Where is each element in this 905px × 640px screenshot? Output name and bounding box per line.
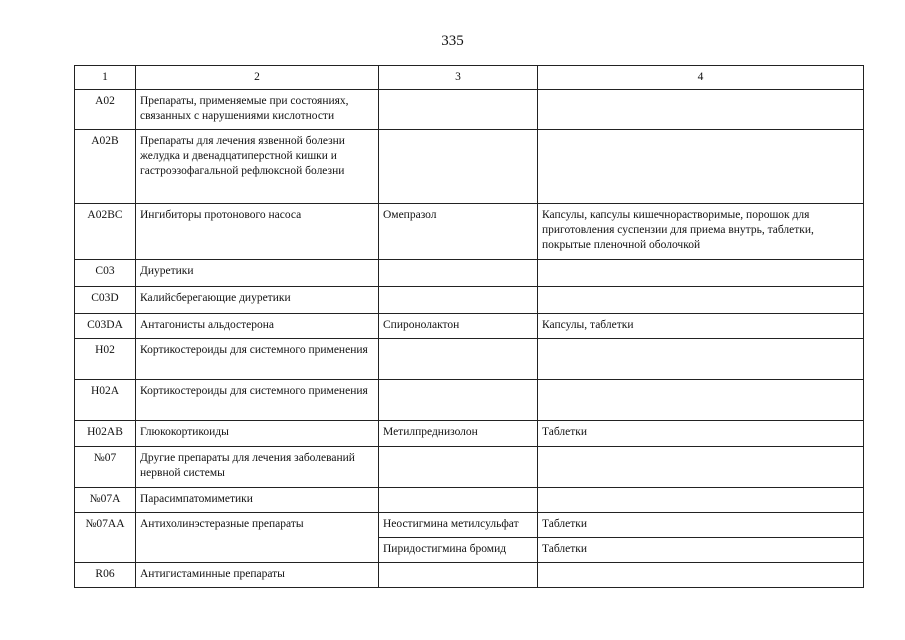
column-header: 1 (75, 66, 136, 90)
group-name-cell: Диуретики (136, 260, 379, 287)
table-row (75, 538, 864, 563)
group-name-cell: Антихолинэстеразные препараты (136, 513, 379, 538)
dosage-form-cell (538, 90, 864, 130)
dosage-form-cell: Капсулы, капсулы кишечнорастворимые, порошок для приготовления суспензии для приема внутрь, таблетки, покрытые пленочной оболочкой (538, 204, 864, 260)
group-name-cell: Препараты для лечения язвенной болезни желудка и двенадцатиперстной кишки и гастроэзофагальной рефлюксной болезни (136, 130, 379, 204)
table-row (75, 488, 864, 513)
drug-name-cell: Спиронолактон (379, 314, 538, 339)
table-row (75, 90, 864, 130)
dosage-form-cell (538, 563, 864, 588)
group-name-cell: Антагонисты альдостерона (136, 314, 379, 339)
atc-code-cell: №07AA (75, 513, 136, 538)
table-row (75, 339, 864, 380)
group-name-cell: Калийсберегающие диуретики (136, 287, 379, 314)
drug-name-cell (379, 287, 538, 314)
atc-code-cell: №07A (75, 488, 136, 513)
group-name-cell (136, 538, 379, 563)
group-name-cell: Кортикостероиды для системного применения (136, 380, 379, 421)
drug-name-cell (379, 563, 538, 588)
table-row (75, 130, 864, 204)
group-name-cell: Кортикостероиды для системного применения (136, 339, 379, 380)
atc-code-cell: H02 (75, 339, 136, 380)
dosage-form-cell: Таблетки (538, 421, 864, 447)
group-name-cell: Препараты, применяемые при состояниях, связанных с нарушениями кислотности (136, 90, 379, 130)
drug-name-cell: Пиридостигмина бромид (379, 538, 538, 563)
drug-name-cell (379, 339, 538, 380)
table-row (75, 447, 864, 488)
atc-code-cell: C03D (75, 287, 136, 314)
atc-code-cell: H02A (75, 380, 136, 421)
table-row (75, 563, 864, 588)
dosage-form-cell: Капсулы, таблетки (538, 314, 864, 339)
table-row (75, 260, 864, 287)
group-name-cell: Глюкокортикоиды (136, 421, 379, 447)
atc-code-cell: №07 (75, 447, 136, 488)
atc-code-cell: A02B (75, 130, 136, 204)
atc-code-cell (75, 538, 136, 563)
group-name-cell: Парасимпатомиметики (136, 488, 379, 513)
drug-name-cell (379, 260, 538, 287)
column-header: 4 (538, 66, 864, 90)
group-name-cell: Другие препараты для лечения заболеваний нервной системы (136, 447, 379, 488)
column-header: 3 (379, 66, 538, 90)
drug-name-cell: Неостигмина метилсульфат (379, 513, 538, 538)
dosage-form-cell (538, 339, 864, 380)
group-name-cell: Ингибиторы протонового насоса (136, 204, 379, 260)
table-row (75, 204, 864, 260)
atc-code-cell: C03DA (75, 314, 136, 339)
atc-code-cell: R06 (75, 563, 136, 588)
drug-table (74, 65, 864, 588)
table-row (75, 421, 864, 447)
atc-code-cell: H02AB (75, 421, 136, 447)
drug-name-cell (379, 488, 538, 513)
column-header: 2 (136, 66, 379, 90)
page-number: 335 (441, 33, 464, 49)
atc-code-cell: A02BC (75, 204, 136, 260)
table-header-row (75, 66, 864, 90)
dosage-form-cell (538, 260, 864, 287)
drug-name-cell (379, 90, 538, 130)
table-row (75, 513, 864, 538)
dosage-form-cell (538, 447, 864, 488)
drug-name-cell (379, 130, 538, 204)
drug-name-cell (379, 380, 538, 421)
atc-code-cell: C03 (75, 260, 136, 287)
group-name-cell: Антигистаминные препараты (136, 563, 379, 588)
table-row (75, 287, 864, 314)
drug-name-cell (379, 447, 538, 488)
table-row (75, 380, 864, 421)
dosage-form-cell (538, 130, 864, 204)
dosage-form-cell: Таблетки (538, 513, 864, 538)
dosage-form-cell (538, 488, 864, 513)
table-row (75, 314, 864, 339)
atc-code-cell: A02 (75, 90, 136, 130)
dosage-form-cell (538, 380, 864, 421)
drug-name-cell: Метилпреднизолон (379, 421, 538, 447)
drug-name-cell: Омепразол (379, 204, 538, 260)
dosage-form-cell: Таблетки (538, 538, 864, 563)
dosage-form-cell (538, 287, 864, 314)
